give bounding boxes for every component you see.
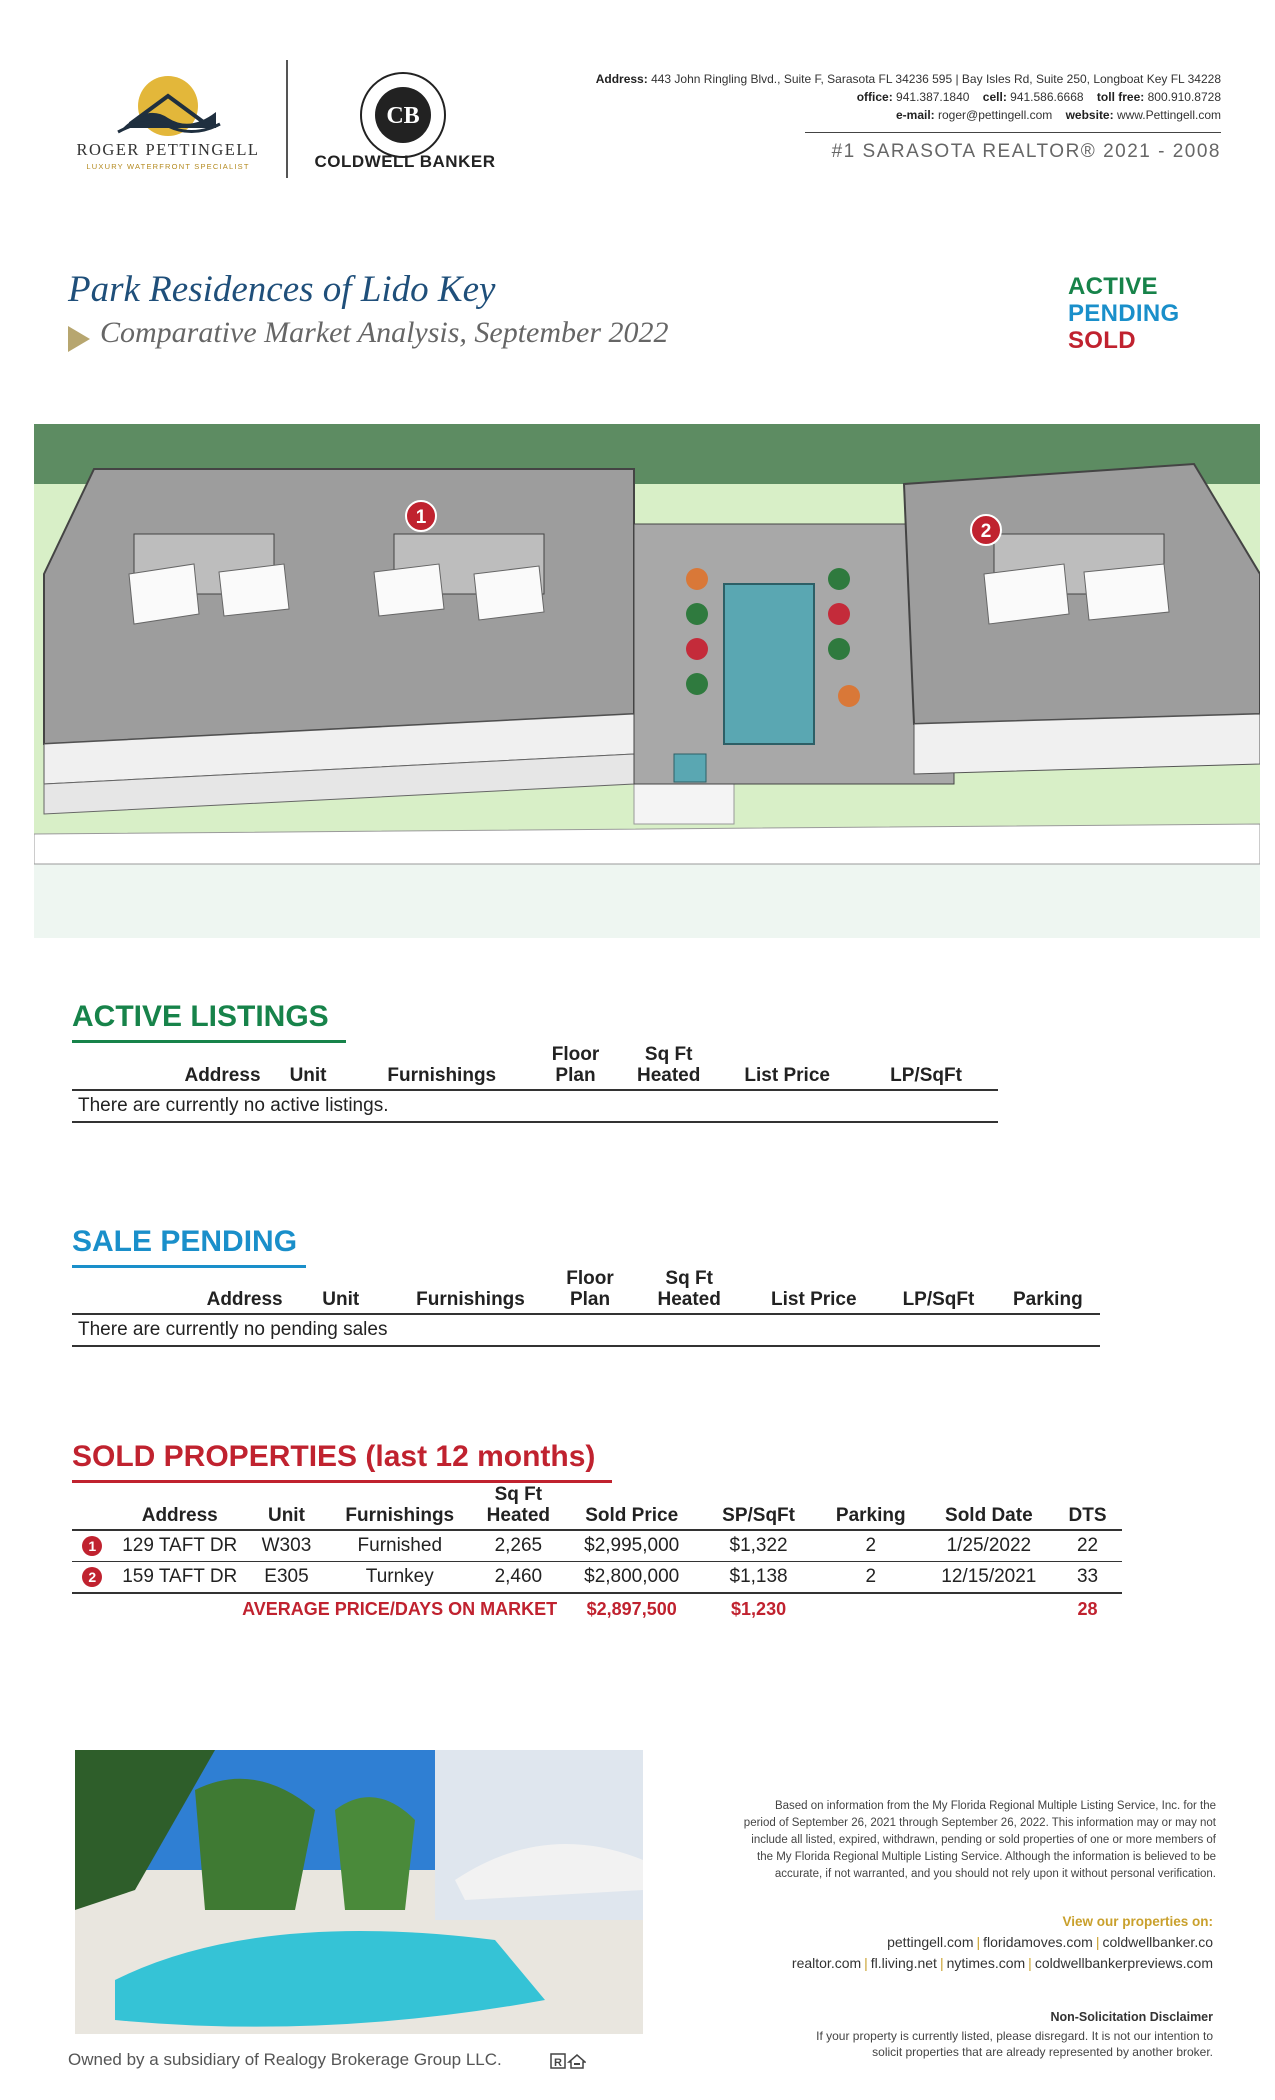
cell-address: 159 TAFT DR	[113, 1562, 247, 1594]
col-unit: Unit	[267, 1044, 350, 1090]
col-address: Address	[113, 1484, 247, 1530]
phone-line: office: 941.387.1840 cell: 941.586.6668 toll free: 800.910.8728	[856, 90, 1221, 104]
links-line-1: pettingell.com | floridamoves.com | coldwellbanker.co	[887, 1934, 1213, 1950]
address-line: Address: 443 John Ringling Blvd., Suite F, Sarasota FL 34236 595 | Bay Isles Rd, Suite 250, Longboat Key FL 34228	[595, 72, 1221, 86]
average-label: AVERAGE PRICE/DAYS ON MARKET	[242, 1599, 558, 1619]
sold-heading-underline	[72, 1480, 612, 1483]
table-row	[72, 1530, 1122, 1562]
col-floor-plan: Floor Plan	[548, 1268, 632, 1314]
agent-name: ROGER PETTINGELL	[76, 140, 260, 159]
active-heading-underline	[72, 1040, 346, 1043]
col-lp-sqft: LP/SqFt	[881, 1268, 995, 1314]
table-row	[72, 1562, 1122, 1594]
col-furnishings: Furnishings	[393, 1268, 548, 1314]
links-line-2: realtor.com | fl.living.net | nytimes.com | coldwellbankerpreviews.com	[791, 1955, 1213, 1971]
col-address: Address	[72, 1268, 289, 1314]
link-nytimes[interactable]: nytimes.com	[946, 1955, 1026, 1971]
active-empty-message: There are currently no active listings.	[72, 1090, 998, 1122]
table-header-row	[72, 1268, 1100, 1314]
link-realtor[interactable]: realtor.com	[791, 1955, 862, 1971]
svg-text:2: 2	[980, 521, 992, 542]
legend-pending: PENDING	[1068, 300, 1180, 327]
average-price: $2,897,500	[586, 1599, 677, 1619]
active-listings-heading: ACTIVE LISTINGS	[72, 1000, 329, 1033]
col-sqft-heated: Sq Ft Heated	[632, 1268, 746, 1314]
col-sqft-heated: Sq Ft Heated	[617, 1044, 720, 1090]
site-marker-2	[971, 515, 1001, 545]
col-sold-price: Sold Price	[563, 1484, 700, 1530]
col-furnishings: Furnishings	[326, 1484, 474, 1530]
average-row	[72, 1593, 1122, 1624]
cell-unit: E305	[247, 1562, 326, 1594]
pending-empty-message: There are currently no pending sales	[72, 1314, 1100, 1346]
equal-housing-icon	[550, 2052, 586, 2070]
table-row	[72, 1314, 1100, 1346]
svg-text:R: R	[554, 2057, 562, 2069]
marker-badge: 1	[82, 1536, 102, 1556]
page-title: Park Residences of Lido Key	[68, 269, 496, 310]
col-furnishings: Furnishings	[350, 1044, 534, 1090]
row-marker	[72, 1562, 113, 1594]
col-list-price: List Price	[746, 1268, 881, 1314]
cell-dts: 22	[1053, 1530, 1122, 1562]
cell-address: 129 TAFT DR	[113, 1530, 247, 1562]
active-listings-table	[72, 1044, 998, 1123]
website-link[interactable]: www.Pettingell.com	[1116, 108, 1221, 122]
site-marker-1	[406, 501, 436, 531]
logo-divider	[286, 60, 288, 178]
non-solicitation-heading: Non-Solicitation Disclaimer	[1050, 2010, 1213, 2024]
cell-sqft: 2,460	[474, 1562, 564, 1594]
svg-text:1: 1	[415, 507, 427, 528]
sold-properties-heading: SOLD PROPERTIES (last 12 months)	[72, 1440, 596, 1473]
link-coldwellbanker[interactable]: coldwellbanker.co	[1102, 1934, 1213, 1950]
col-address: Address	[72, 1044, 267, 1090]
col-dts: DTS	[1053, 1484, 1122, 1530]
cell-parking: 2	[817, 1562, 925, 1594]
average-dts: 28	[1077, 1599, 1098, 1619]
email-link[interactable]: roger@pettingell.com	[938, 108, 1053, 122]
mls-disclaimer: Based on information from the My Florida Regional Multiple Listing Service, Inc. for the period of September 26, 2021 through September 26, 2022. This information may or may not include all listed, expired, withdrawn, pending or sold properties of one or more members of the My Florida Regional Multiple Listing Service. Although the information is believed to be accurate, if not warranted, and you should not rely upon it without personal verification.	[743, 1800, 1216, 1880]
col-floor-plan: Floor Plan	[534, 1044, 617, 1090]
col-sold-date: Sold Date	[925, 1484, 1053, 1530]
col-marker	[72, 1484, 113, 1530]
col-lp-sqft: LP/SqFt	[854, 1044, 998, 1090]
cell-parking: 2	[817, 1530, 925, 1562]
cell-unit: W303	[247, 1530, 326, 1562]
cell-dts: 33	[1053, 1562, 1122, 1594]
col-unit: Unit	[289, 1268, 393, 1314]
cell-furnishings: Furnished	[326, 1530, 474, 1562]
col-parking: Parking	[817, 1484, 925, 1530]
view-properties-heading: View our properties on:	[1062, 1914, 1213, 1929]
col-unit: Unit	[247, 1484, 326, 1530]
cell-furnishings: Turnkey	[326, 1562, 474, 1594]
col-parking: Parking	[996, 1268, 1100, 1314]
footer-ownership: Owned by a subsidiary of Realogy Brokerage Group LLC.	[68, 2050, 502, 2069]
col-list-price: List Price	[720, 1044, 854, 1090]
table-header-row	[72, 1044, 998, 1090]
legend-sold: SOLD	[1068, 327, 1136, 354]
row-marker	[72, 1530, 113, 1562]
header-rule	[805, 132, 1221, 133]
header-tagline: #1 SARASOTA REALTOR® 2021 - 2008	[831, 141, 1221, 162]
marker-badge: 2	[82, 1567, 102, 1587]
sale-pending-table	[72, 1268, 1100, 1347]
col-sp-sqft: SP/SqFt	[700, 1484, 817, 1530]
link-cb-previews[interactable]: coldwellbankerpreviews.com	[1034, 1955, 1213, 1971]
link-fl-living[interactable]: fl.living.net	[870, 1955, 937, 1971]
sold-properties-table	[72, 1484, 1122, 1624]
cell-sold-price: $2,995,000	[563, 1530, 700, 1562]
legend-active: ACTIVE	[1068, 273, 1158, 300]
average-sp-sqft: $1,230	[731, 1599, 787, 1619]
cell-sold-date: 1/25/2022	[925, 1530, 1053, 1562]
page-subtitle: Comparative Market Analysis, September 2022	[100, 316, 669, 349]
link-floridamoves[interactable]: floridamoves.com	[983, 1934, 1093, 1950]
cell-sold-price: $2,800,000	[563, 1562, 700, 1594]
cell-sp-sqft: $1,322	[700, 1530, 817, 1562]
non-solicitation-text: If your property is currently listed, please disregard. It is not our intention to solicit properties that are already represented by another broker.	[816, 2029, 1213, 2059]
site-plan-rendering	[34, 424, 1260, 938]
coldwell-banker-emblem	[358, 70, 448, 160]
col-sqft-heated: Sq Ft Heated	[474, 1484, 564, 1530]
cell-sp-sqft: $1,138	[700, 1562, 817, 1594]
table-row	[72, 1090, 998, 1122]
agent-tagline: LUXURY WATERFRONT SPECIALIST	[86, 162, 250, 171]
svg-text:CB: CB	[386, 103, 420, 129]
web-line: e-mail: roger@pettingell.com website: www.Pettingell.com	[895, 108, 1221, 122]
pool-photo	[75, 1750, 643, 2034]
link-pettingell[interactable]: pettingell.com	[887, 1934, 974, 1950]
table-header-row	[72, 1484, 1122, 1530]
contact-info	[596, 70, 1221, 124]
cell-sqft: 2,265	[474, 1530, 564, 1562]
sale-pending-heading: SALE PENDING	[72, 1225, 298, 1258]
brokerage-name: COLDWELL BANKER	[314, 152, 496, 171]
triangle-bullet-icon	[68, 326, 90, 352]
cell-sold-date: 12/15/2021	[925, 1562, 1053, 1594]
